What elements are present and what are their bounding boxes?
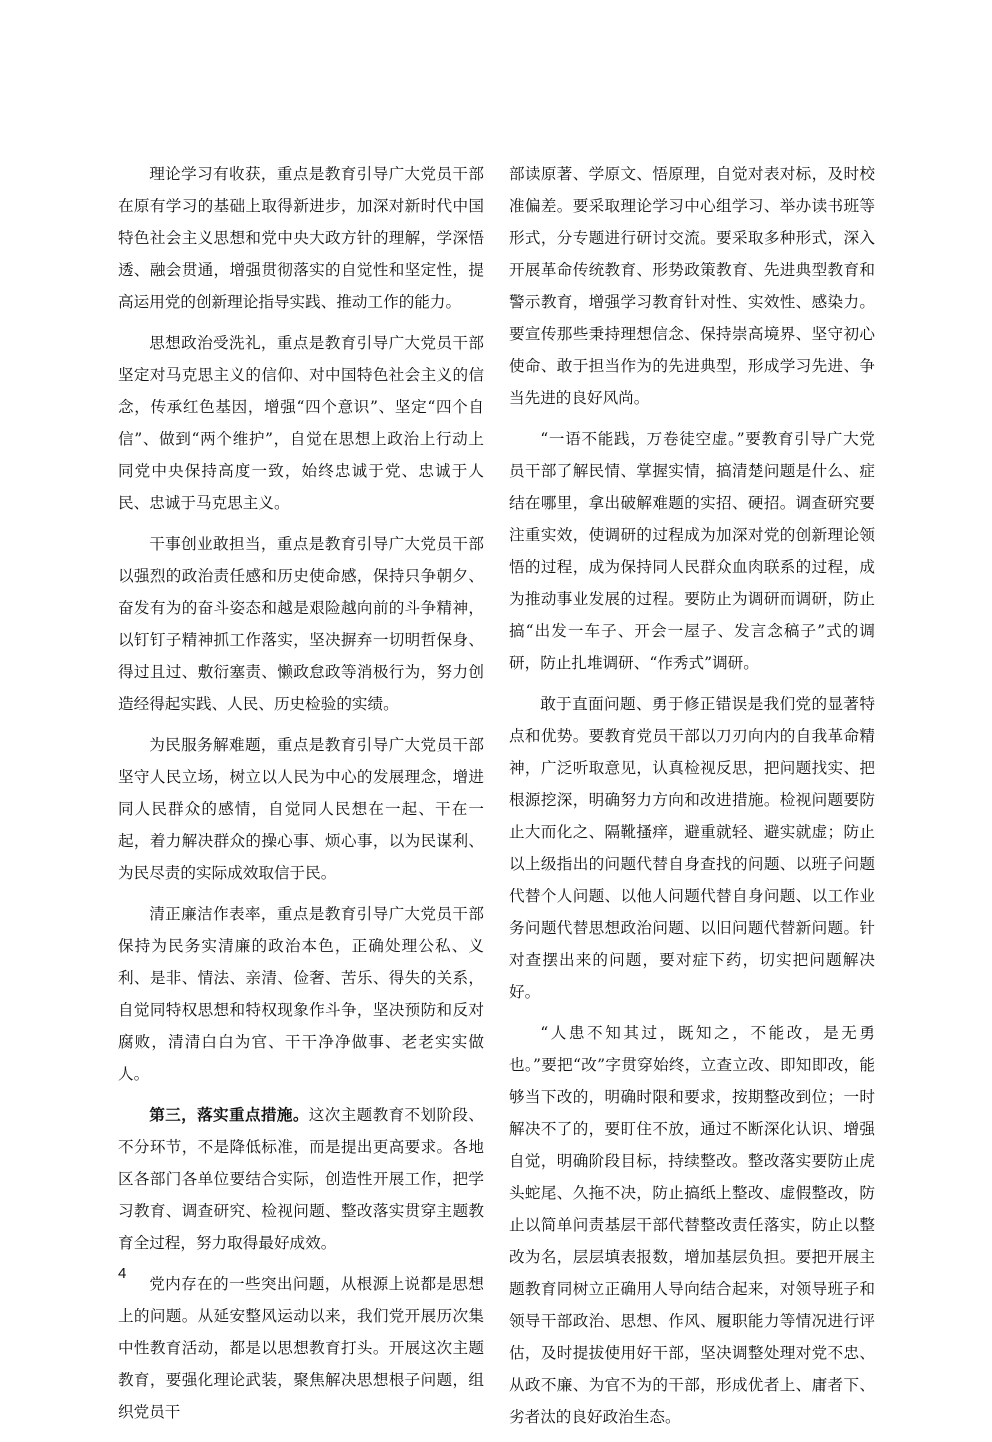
paragraph: 理论学习有收获，重点是教育引导广大党员干部在原有学习的基础上取得新进步，加深对新时代中国特色社会主义思想和党中央大政方针的理解，学深悟透、融会贯通，增强贯彻落实的自觉性和坚定性，提高运用党的创新理论指导实践、推动工作的能力。 — [118, 165, 484, 311]
paragraph: 敢于直面问题、勇于修正错误是我们党的显著特点和优势。要教育党员干部以刀刃向内的自我革命精神，广泛听取意见，认真检视反思，把问题找实、把根源挖深，明确努力方向和改进措施。检视问题要防止大而化之、隔靴搔痒，避重就轻、避实就虚；防止以上级指出的问题代替自身查找的问题、以班子问题代替个人问题、以他人问题代替自身问题、以工作业务问题代替思想政治问题、以旧问题代替新问题。针对查摆出来的问题，要对症下药，切实把问题解决好。 — [509, 695, 875, 1001]
page-number: 4 — [118, 1265, 127, 1282]
paragraph: “人患不知其过，既知之，不能改，是无勇也。”要把“改”字贯穿始终，立查立改、即知即改，能够当下改的，明确时限和要求，按期整改到位；一时解决不了的，要盯住不放，通过不断深化认识、增强自觉，明确阶段目标，持续整改。整改落实要防止虎头蛇尾、久拖不决，防止搞纸上整改、虚假整改，防止以简单问责基层干部代替整改责任落实，防止以整改为名，层层填表报数，增加基层负担。要把开展主题教育同树立正确用人导向结合起来，对领导班子和领导干部政治、思想、作风、履职能力等情况进行评估，及时提拔使用好干部，坚决调整处理对党不忠、从政不廉、为官不为的干部，形成优者上、庸者下、劣者汰的良好政治生态。 — [509, 1024, 875, 1426]
section-heading: 第三，落实重点措施。 — [149, 1105, 309, 1124]
paragraph: 党内存在的一些突出问题，从根源上说都是思想上的问题。从延安整风运动以来，我们党开展历次集中性教育活动，都是以思想教育打头。开展这次主题教育，要强化理论武装，聚焦解决思想根子问题，组织党员干 — [118, 1275, 484, 1421]
section-body: 这次主题教育不划阶段、不分环节，不是降低标准，而是提出更高要求。各地区各部门各单位要结合实际，创造性开展工作，把学习教育、调查研究、检视问题、整改落实贯穿主题教育全过程，努力取得最好成效。 — [118, 1106, 484, 1252]
left-column — [118, 158, 484, 1437]
paragraph-continued: 部读原著、学原文、悟原理，自觉对表对标，及时校准偏差。要采取理论学习中心组学习、举办读书班等形式，分专题进行研讨交流。要采取多种形式，深入开展革命传统教育、形势政策教育、先进典型教育和警示教育，增强学习教育针对性、实效性、感染力。要宣传那些秉持理想信念、保持崇高境界、坚守初心使命、敢于担当作为的先进典型，形成学习先进、争当先进的良好风尚。 — [509, 165, 875, 407]
paragraph: 为民服务解难题，重点是教育引导广大党员干部坚守人民立场，树立以人民为中心的发展理念，增进同人民群众的感情，自觉同人民想在一起、干在一起，着力解决群众的操心事、烦心事，以为民谋利、为民尽责的实际成效取信于民。 — [118, 736, 484, 882]
right-column — [509, 158, 875, 1442]
paragraph-section-three — [118, 1099, 484, 1259]
paragraph: 清正廉洁作表率，重点是教育引导广大党员干部保持为民务实清廉的政治本色，正确处理公私、义利、是非、情法、亲清、俭奢、苦乐、得失的关系，自觉同特权思想和特权现象作斗争，坚决预防和反对腐败，清清白白为官、干干净净做事、老老实实做人。 — [118, 905, 484, 1083]
paragraph: 思想政治受洗礼，重点是教育引导广大党员干部坚定对马克思主义的信仰、对中国特色社会主义的信念，传承红色基因，增强“四个意识”、坚定“四个自信”、做到“两个维护”，自觉在思想上政治上行动上同党中央保持高度一致，始终忠诚于党、忠诚于人民、忠诚于马克思主义。 — [118, 334, 484, 512]
paragraph: 干事创业敢担当，重点是教育引导广大党员干部以强烈的政治责任感和历史使命感，保持只争朝夕、奋发有为的奋斗姿态和越是艰险越向前的斗争精神，以钉钉子精神抓工作落实，坚决摒弃一切明哲保身、得过且过、敷衍塞责、懒政怠政等消极行为，努力创造经得起实践、人民、历史检验的实绩。 — [118, 535, 484, 713]
paragraph: “一语不能践，万卷徒空虚。”要教育引导广大党员干部了解民情、掌握实情，搞清楚问题是什么、症结在哪里，拿出破解难题的实招、硬招。调查研究要注重实效，使调研的过程成为加深对党的创新理论领悟的过程，成为保持同人民群众血肉联系的过程，成为推动事业发展的过程。要防止为调研而调研，防止搞“出发一车子、开会一屋子、发言念稿子”式的调研，防止扎堆调研、“作秀式”调研。 — [509, 430, 875, 672]
